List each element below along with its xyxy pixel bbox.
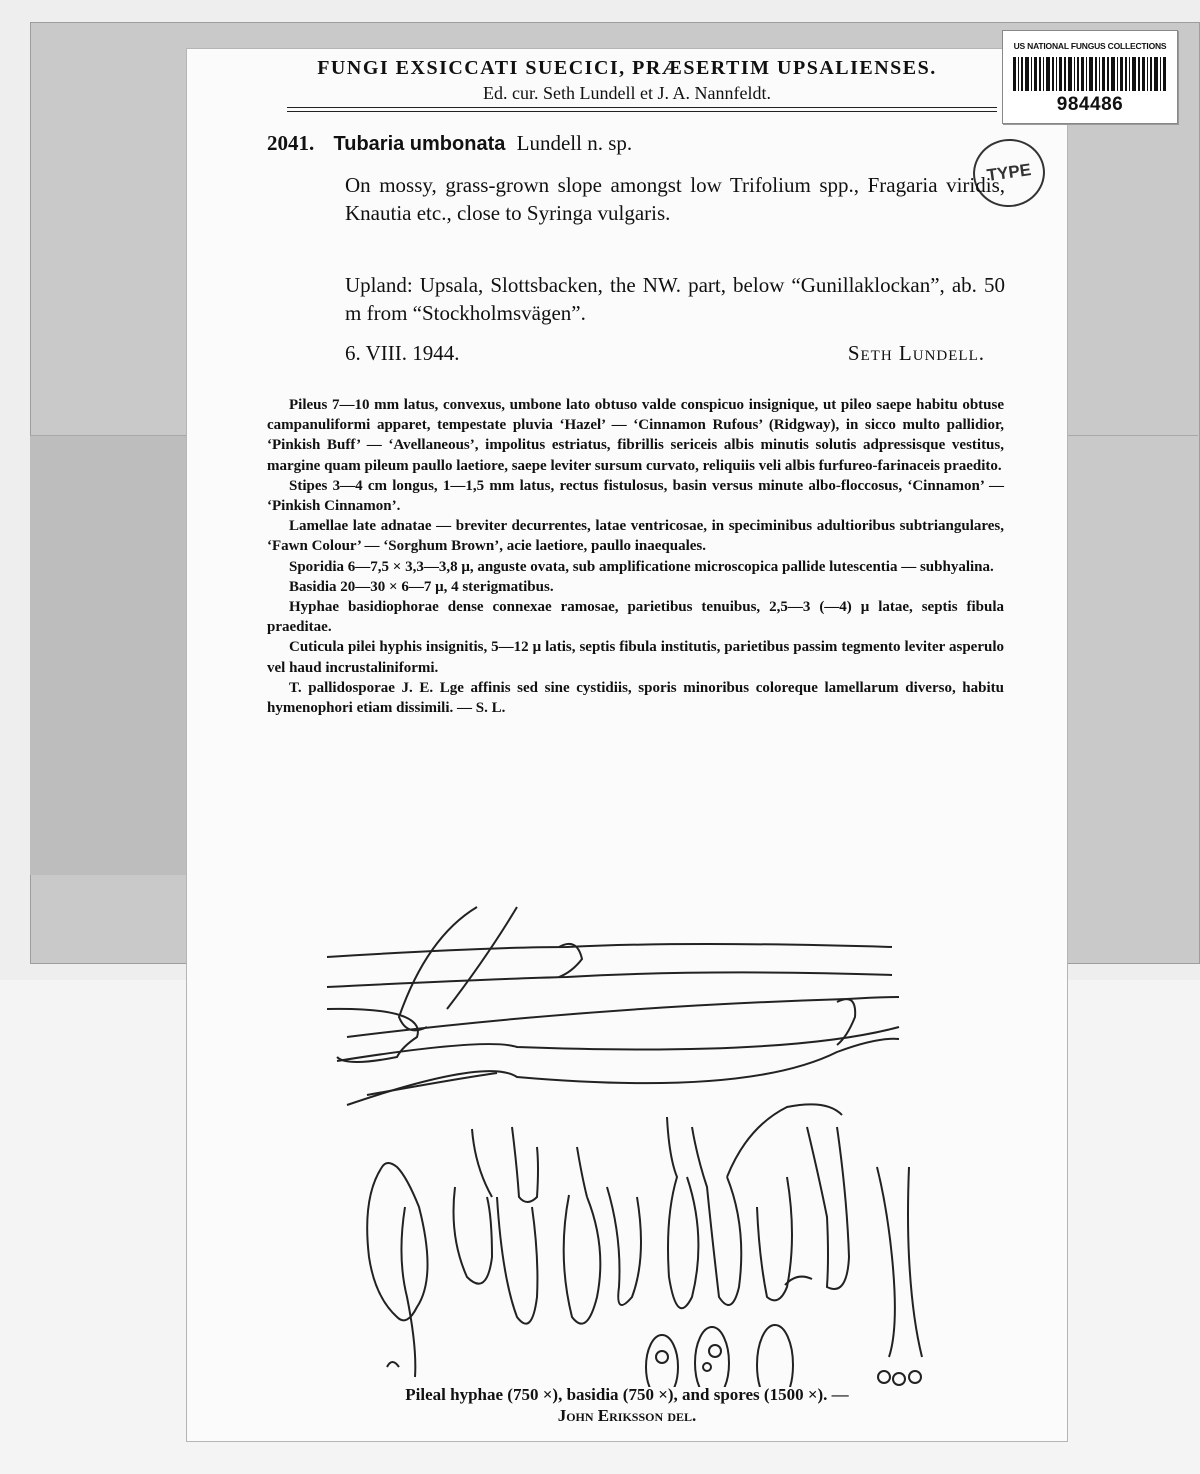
description-lamellae: Lamellae late adnatae — breviter decurrentes, latae ventricosae, in speciminibus adultioribus subtriangulares, ‘Fawn Colour’ — ‘Sorghum Brown’, acie laetiore, paullo inaequales.	[267, 518, 1004, 555]
barcode-label	[1002, 30, 1178, 124]
drawing-caption	[187, 1384, 1067, 1426]
folder-flap	[30, 435, 200, 875]
description-cuticula: Cuticula pilei hyphis insignitis, 5—12 μ latis, septis fibula institutis, parietibus passim tegmento leviter asperulo vel haud incrustaliniformi.	[267, 639, 1004, 676]
description-hyphae: Hyphae basidiophorae dense connexae ramosae, parietibus tenuibus, 2,5—3 (—4) μ latae, septis fibula praeditae.	[267, 599, 1004, 636]
collector-name: Seth Lundell.	[847, 341, 985, 365]
editors-line: Ed. cur. Seth Lundell et J. A. Nannfeldt.	[483, 83, 771, 103]
locality-text: Upland: Upsala, Slottsbacken, the NW. part, below “Gunillaklockan”, ab. 50 m from “Stockholmsvägen”.	[345, 273, 1005, 325]
specimen-entry	[267, 131, 632, 156]
header-rule-top	[287, 107, 997, 108]
spores-drawing	[646, 1325, 793, 1387]
pileal-hyphae-drawing	[327, 907, 899, 1105]
microscopic-drawings	[187, 877, 1067, 1387]
description-sporidia: Sporidia 6—7,5 × 3,3—3,8 μ, anguste ovata, sub amplificatione microscopica pallide lutescentia — subhyalina.	[289, 558, 994, 575]
catalog-number: 984486	[1056, 94, 1124, 115]
header-rule-bottom	[287, 111, 997, 112]
habitat-text: On mossy, grass-grown slope amongst low Trifolium spp., Fragaria viridis, Knautia etc., close to Syringa vulgaris.	[345, 173, 1005, 225]
institution-name: US NATIONAL FUNGUS COLLECTIONS	[1013, 41, 1167, 51]
description-basidia: Basidia 20—30 × 6—7 μ, 4 sterigmatibus.	[289, 578, 554, 595]
basidia-drawing	[367, 1104, 922, 1385]
description-stipes: Stipes 3—4 cm longus, 1—1,5 mm latus, rectus fistulosus, basin versus minute albo-floccosus, ‘Cinnamon’ — ‘Pinkish Cinnamon’.	[267, 477, 1004, 515]
caption-line-1: Pileal hyphae (750 ×), basidia (750 ×), and spores (1500 ×). —	[405, 1385, 849, 1404]
description-affinity: T. pallidosporae J. E. Lge affinis sed sine cystidiis, sporis minoribus coloreque lamellarum diverso, habitu hymenophori etiam dissimili. — S. L.	[267, 679, 1004, 717]
barcode-icon	[1013, 57, 1167, 91]
collection-date: 6. VIII. 1944.	[345, 341, 460, 365]
specimen-label-sheet	[186, 48, 1068, 1442]
exsiccata-number: 2041.	[267, 131, 315, 155]
latin-description	[267, 395, 1004, 718]
description-pileus: Pileus 7—10 mm latus, convexus, umbone lato obtuso valde conspicuo insignique, ut pileo saepe habitu obtuse campanuliformi apparet, tempestate pluvia ‘Hazel’ — ‘Cinnamon Rufous’ (Ridgway), in sicco multo pallidior, ‘Pinkish Buff’ — ‘Avellaneous’, impolitus estriatus, fibrillis sericeis albis minutis solutis adpressisque vestitus, margine quam pileum paullo laetiore, saepe leviter sursum curvato, reliquiis veli albis furfureo-farinaceis praedito.	[267, 397, 1004, 474]
taxon-authority: Lundell n. sp.	[516, 131, 633, 155]
type-stamp: TYPE	[969, 134, 1050, 211]
series-title: FUNGI EXSICCATI SUECICI, PRÆSERTIM UPSALIENSES.	[317, 57, 937, 79]
caption-line-2: John Eriksson del.	[557, 1406, 697, 1425]
taxon-name: Tubaria umbonata	[333, 133, 506, 155]
